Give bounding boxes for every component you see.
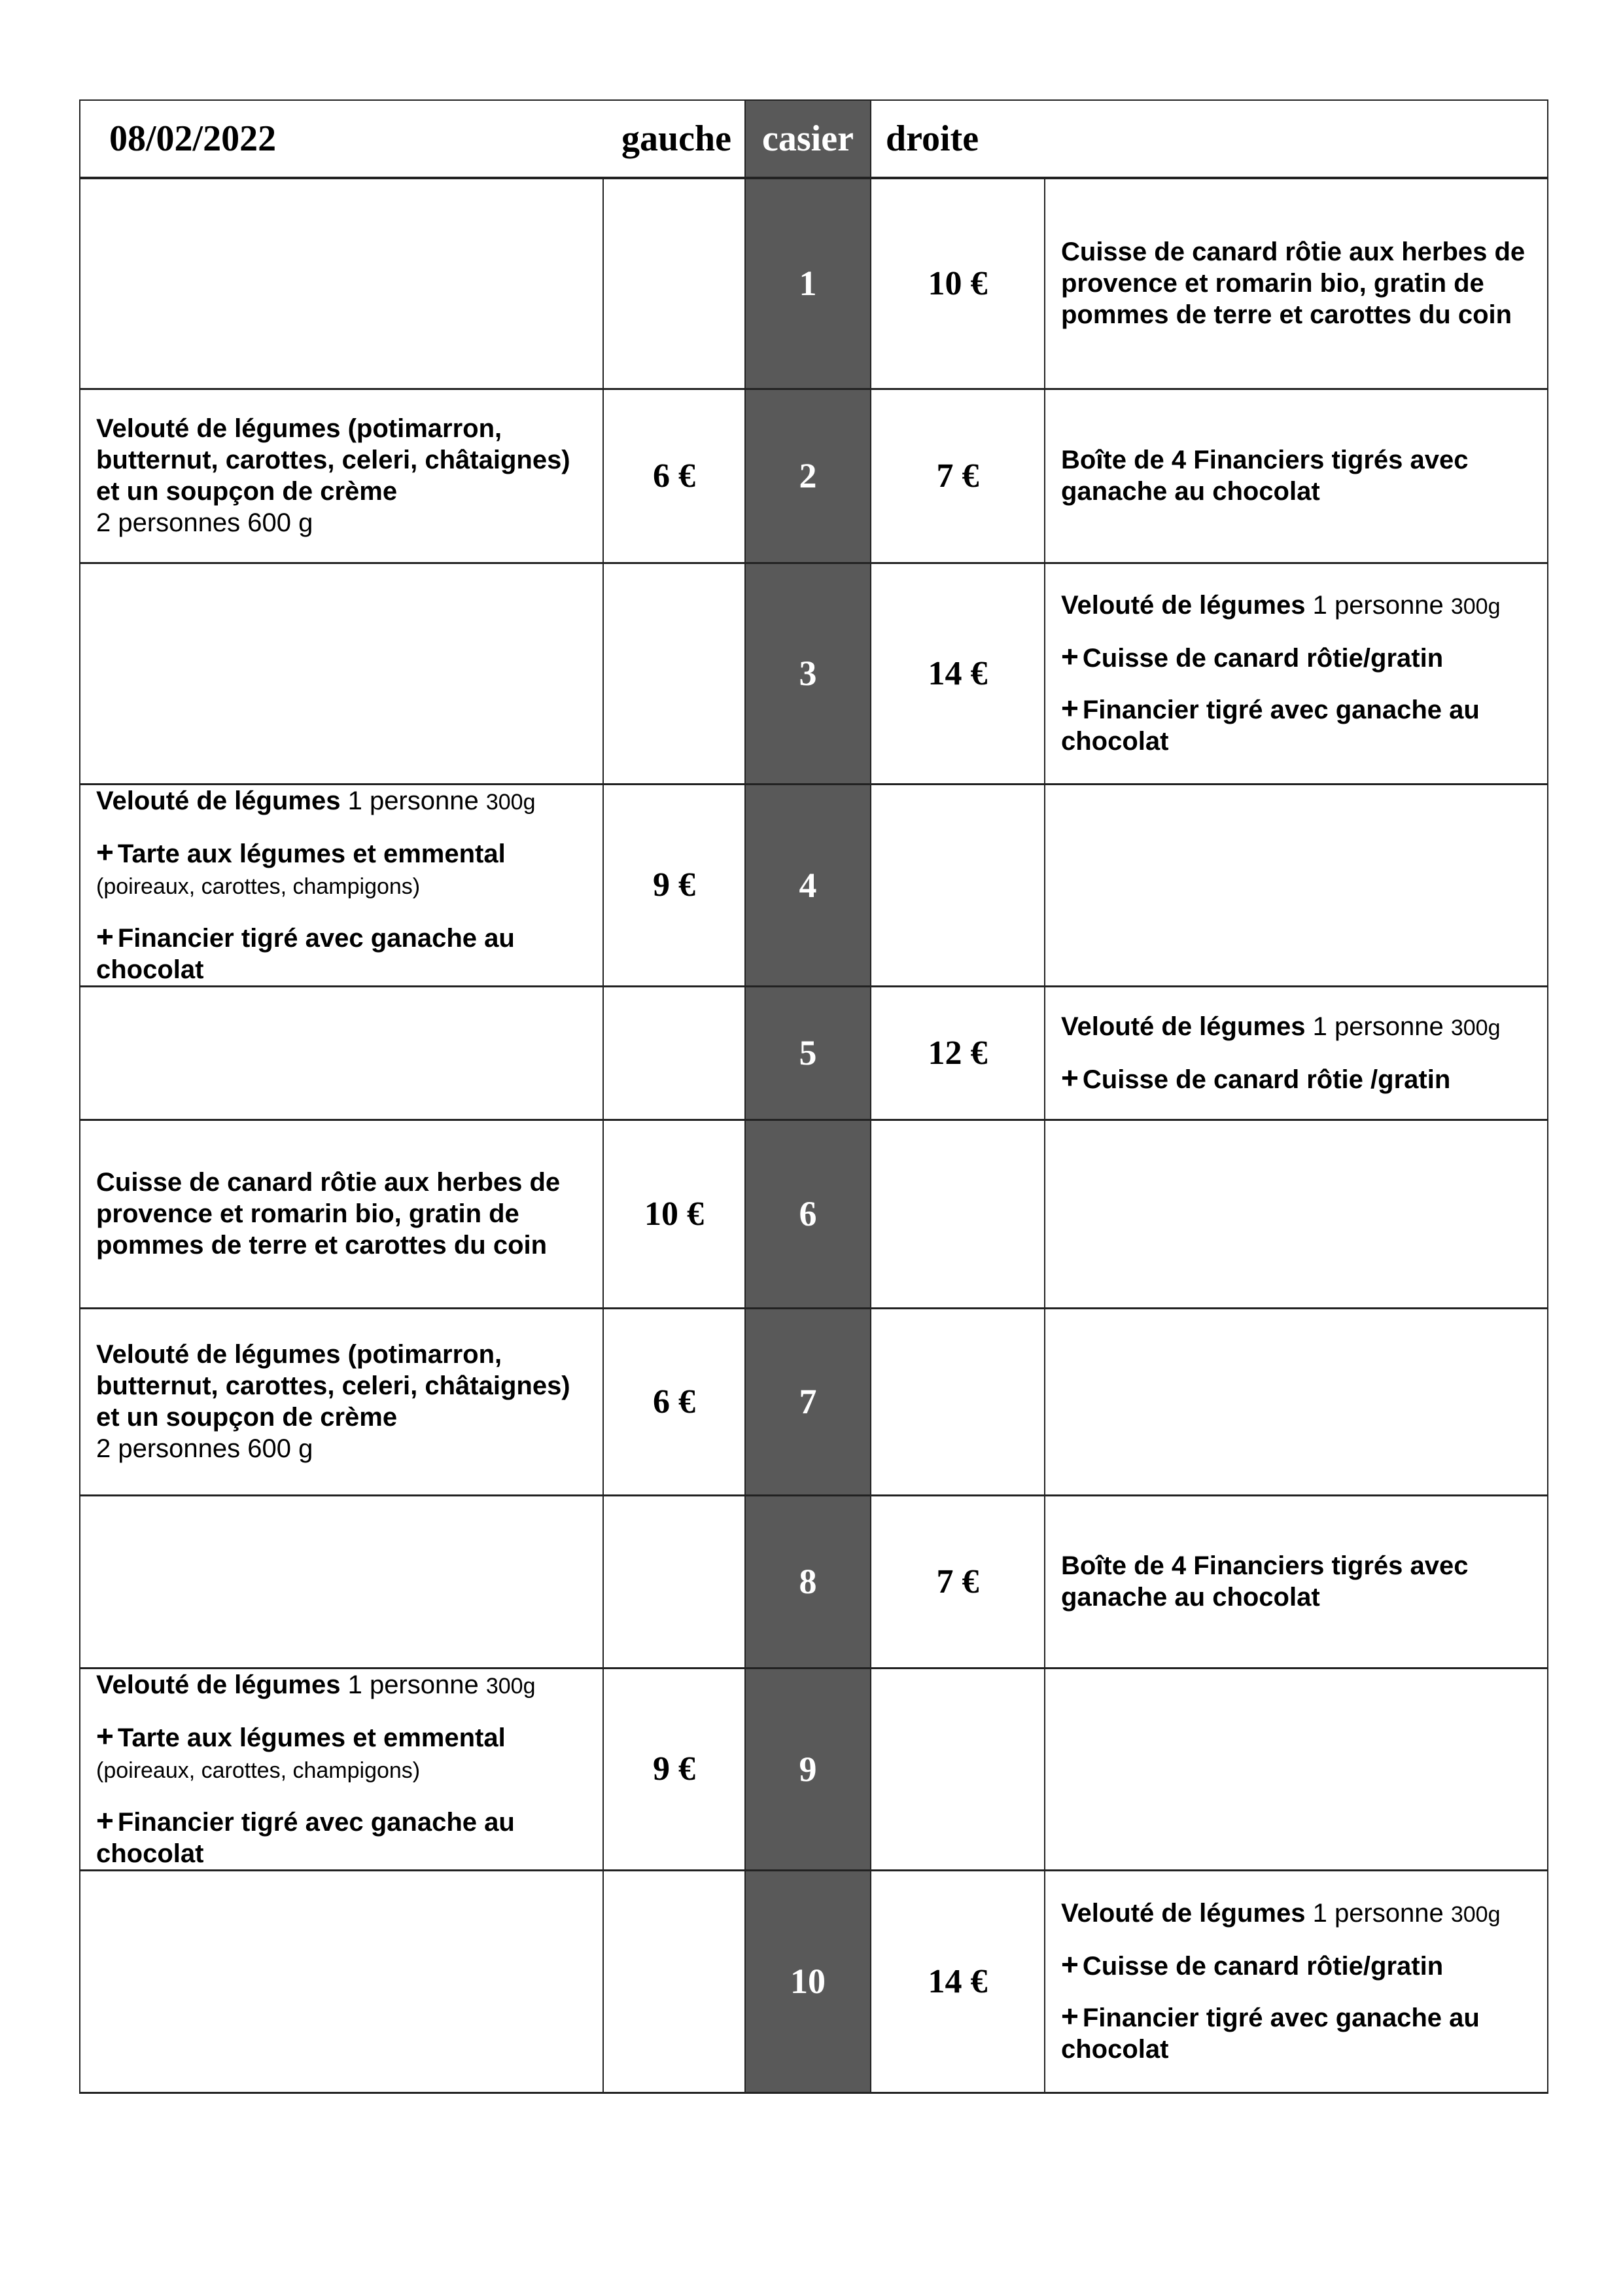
left-price: 6 € — [603, 389, 745, 563]
dish-name: Cuisse de canard rôtie aux herbes de provence et romarin bio, gratin de pommes de terre et carottes du coin — [96, 1168, 561, 1260]
menu-line — [96, 785, 587, 818]
plus-icon: + — [96, 1803, 114, 1837]
left-price — [603, 1495, 745, 1668]
casier-number: 4 — [745, 784, 871, 986]
right-dish-cell — [1045, 178, 1548, 389]
menu-line — [1061, 1949, 1531, 1982]
dish-detail: 1 personne — [340, 1670, 486, 1699]
dish-detail: 2 personnes 600 g — [96, 1434, 313, 1463]
dish-note: 300g — [485, 1673, 536, 1699]
right-dish-cell — [1045, 389, 1548, 563]
dish-note: 300g — [1450, 1902, 1501, 1927]
dish-name: Tarte aux légumes et emmental — [117, 839, 506, 868]
dish-name: Velouté de légumes (potimarron, butternut, carottes, celeri, châtaignes) et un soupçon de crème — [96, 1340, 570, 1432]
plus-icon: + — [1061, 1999, 1079, 2033]
left-dish-cell — [80, 1668, 603, 1870]
right-dish-cell — [1045, 1495, 1548, 1668]
right-price — [871, 1120, 1045, 1308]
right-label: droite — [871, 100, 1548, 178]
dish-name: Cuisse de canard rôtie/gratin — [1082, 644, 1444, 673]
menu-line — [1061, 1062, 1531, 1095]
table-row — [80, 1308, 1548, 1495]
table-row — [80, 389, 1548, 563]
menu-line — [1061, 2000, 1531, 2065]
right-dish-cell — [1045, 1308, 1548, 1495]
dish-name: Financier tigré avec ganache au chocolat — [1061, 2004, 1480, 2064]
dish-name: Cuisse de canard rôtie aux herbes de provence et romarin bio, gratin de pommes de terre et carottes du coin — [1061, 238, 1526, 330]
table-row — [80, 1495, 1548, 1668]
menu-line — [96, 1339, 587, 1433]
table-row — [80, 784, 1548, 986]
menu-table — [79, 99, 1548, 2094]
menu-line — [96, 413, 587, 507]
right-dish-cell — [1045, 1120, 1548, 1308]
menu-line — [1061, 444, 1531, 507]
dish-name: Cuisse de canard rôtie/gratin — [1082, 1952, 1444, 1981]
dish-name: Cuisse de canard rôtie /gratin — [1082, 1065, 1451, 1094]
left-price — [603, 178, 745, 389]
dish-name: Velouté de légumes — [1061, 1012, 1306, 1041]
left-price — [603, 563, 745, 784]
plus-icon: + — [1061, 1060, 1079, 1095]
dish-name: Tarte aux légumes et emmental — [117, 1723, 506, 1752]
left-dish-cell — [80, 1308, 603, 1495]
right-dish-cell — [1045, 986, 1548, 1120]
dish-name: Velouté de légumes — [1061, 1899, 1306, 1928]
table-row — [80, 1120, 1548, 1308]
left-dish-cell — [80, 1120, 603, 1308]
right-price: 7 € — [871, 389, 1045, 563]
left-dish-cell — [80, 389, 603, 563]
right-price — [871, 1668, 1045, 1870]
casier-label: casier — [745, 100, 871, 178]
menu-line — [96, 921, 587, 985]
left-dish-cell — [80, 1870, 603, 2093]
menu-line — [96, 836, 587, 870]
left-label: gauche — [603, 100, 745, 178]
right-price: 12 € — [871, 986, 1045, 1120]
menu-line — [96, 1805, 587, 1869]
left-price: 9 € — [603, 784, 745, 986]
right-price — [871, 784, 1045, 986]
casier-number: 1 — [745, 178, 871, 389]
table-row — [80, 1870, 1548, 2093]
casier-number: 2 — [745, 389, 871, 563]
dish-detail: 1 personne — [340, 786, 486, 815]
dish-note: (poireaux, carottes, champigons) — [96, 874, 421, 899]
right-dish-cell — [1045, 1668, 1548, 1870]
right-dish-cell — [1045, 1870, 1548, 2093]
table-row — [80, 986, 1548, 1120]
menu-line — [96, 1669, 587, 1702]
plus-icon: + — [96, 1718, 114, 1753]
casier-number: 10 — [745, 1870, 871, 2093]
menu-line — [1061, 236, 1531, 330]
left-price: 9 € — [603, 1668, 745, 1870]
dish-detail: 1 personne — [1305, 591, 1451, 620]
dish-name: Velouté de légumes — [96, 786, 341, 815]
dish-name: Velouté de légumes — [96, 1670, 341, 1699]
right-price: 7 € — [871, 1495, 1045, 1668]
menu-line — [96, 1167, 587, 1261]
plus-icon: + — [1061, 691, 1079, 725]
right-dish-cell — [1045, 784, 1548, 986]
header-row — [80, 100, 1548, 178]
dish-name: Boîte de 4 Financiers tigrés avec ganache au chocolat — [1061, 446, 1469, 506]
table-row — [80, 178, 1548, 389]
dish-note: 300g — [1450, 594, 1501, 619]
dish-name: Velouté de légumes (potimarron, butternut, carottes, celeri, châtaignes) et un soupçon de crème — [96, 414, 570, 506]
dish-note: (poireaux, carottes, champigons) — [96, 1757, 421, 1783]
plus-icon: + — [96, 834, 114, 869]
casier-number: 7 — [745, 1308, 871, 1495]
plus-icon: + — [1061, 1947, 1079, 1981]
table-row — [80, 1668, 1548, 1870]
menu-line — [1061, 641, 1531, 674]
casier-number: 9 — [745, 1668, 871, 1870]
right-dish-cell — [1045, 563, 1548, 784]
table-row — [80, 563, 1548, 784]
dish-name: Boîte de 4 Financiers tigrés avec ganache au chocolat — [1061, 1551, 1469, 1612]
casier-number: 3 — [745, 563, 871, 784]
menu-line — [96, 1754, 587, 1786]
left-price — [603, 986, 745, 1120]
casier-number: 5 — [745, 986, 871, 1120]
plus-icon: + — [1061, 639, 1079, 673]
dish-detail: 1 personne — [1305, 1899, 1451, 1928]
left-price: 6 € — [603, 1308, 745, 1495]
dish-name: Velouté de légumes — [1061, 591, 1306, 620]
casier-number: 6 — [745, 1120, 871, 1308]
right-price: 14 € — [871, 1870, 1045, 2093]
left-dish-cell — [80, 784, 603, 986]
left-dish-cell — [80, 1495, 603, 1668]
left-dish-cell — [80, 986, 603, 1120]
date-label: 08/02/2022 — [80, 100, 603, 178]
dish-note: 300g — [1450, 1015, 1501, 1040]
menu-line — [96, 1720, 587, 1754]
left-price — [603, 1870, 745, 2093]
plus-icon: + — [96, 919, 114, 953]
right-price: 14 € — [871, 563, 1045, 784]
casier-number: 8 — [745, 1495, 871, 1668]
menu-line — [1061, 692, 1531, 757]
dish-detail: 2 personnes 600 g — [96, 508, 313, 537]
menu-line — [1061, 590, 1531, 622]
menu-line — [96, 507, 587, 539]
dish-name: Financier tigré avec ganache au chocolat — [1061, 696, 1480, 756]
menu-line — [1061, 1011, 1531, 1044]
menu-line — [96, 870, 587, 902]
dish-name: Financier tigré avec ganache au chocolat — [96, 1807, 515, 1868]
dish-detail: 1 personne — [1305, 1012, 1451, 1041]
menu-line — [1061, 1550, 1531, 1613]
left-price: 10 € — [603, 1120, 745, 1308]
right-price — [871, 1308, 1045, 1495]
menu-line — [96, 1433, 587, 1464]
right-price: 10 € — [871, 178, 1045, 389]
dish-name: Financier tigré avec ganache au chocolat — [96, 923, 515, 984]
left-dish-cell — [80, 563, 603, 784]
dish-note: 300g — [485, 789, 536, 815]
menu-line — [1061, 1898, 1531, 1930]
left-dish-cell — [80, 178, 603, 389]
